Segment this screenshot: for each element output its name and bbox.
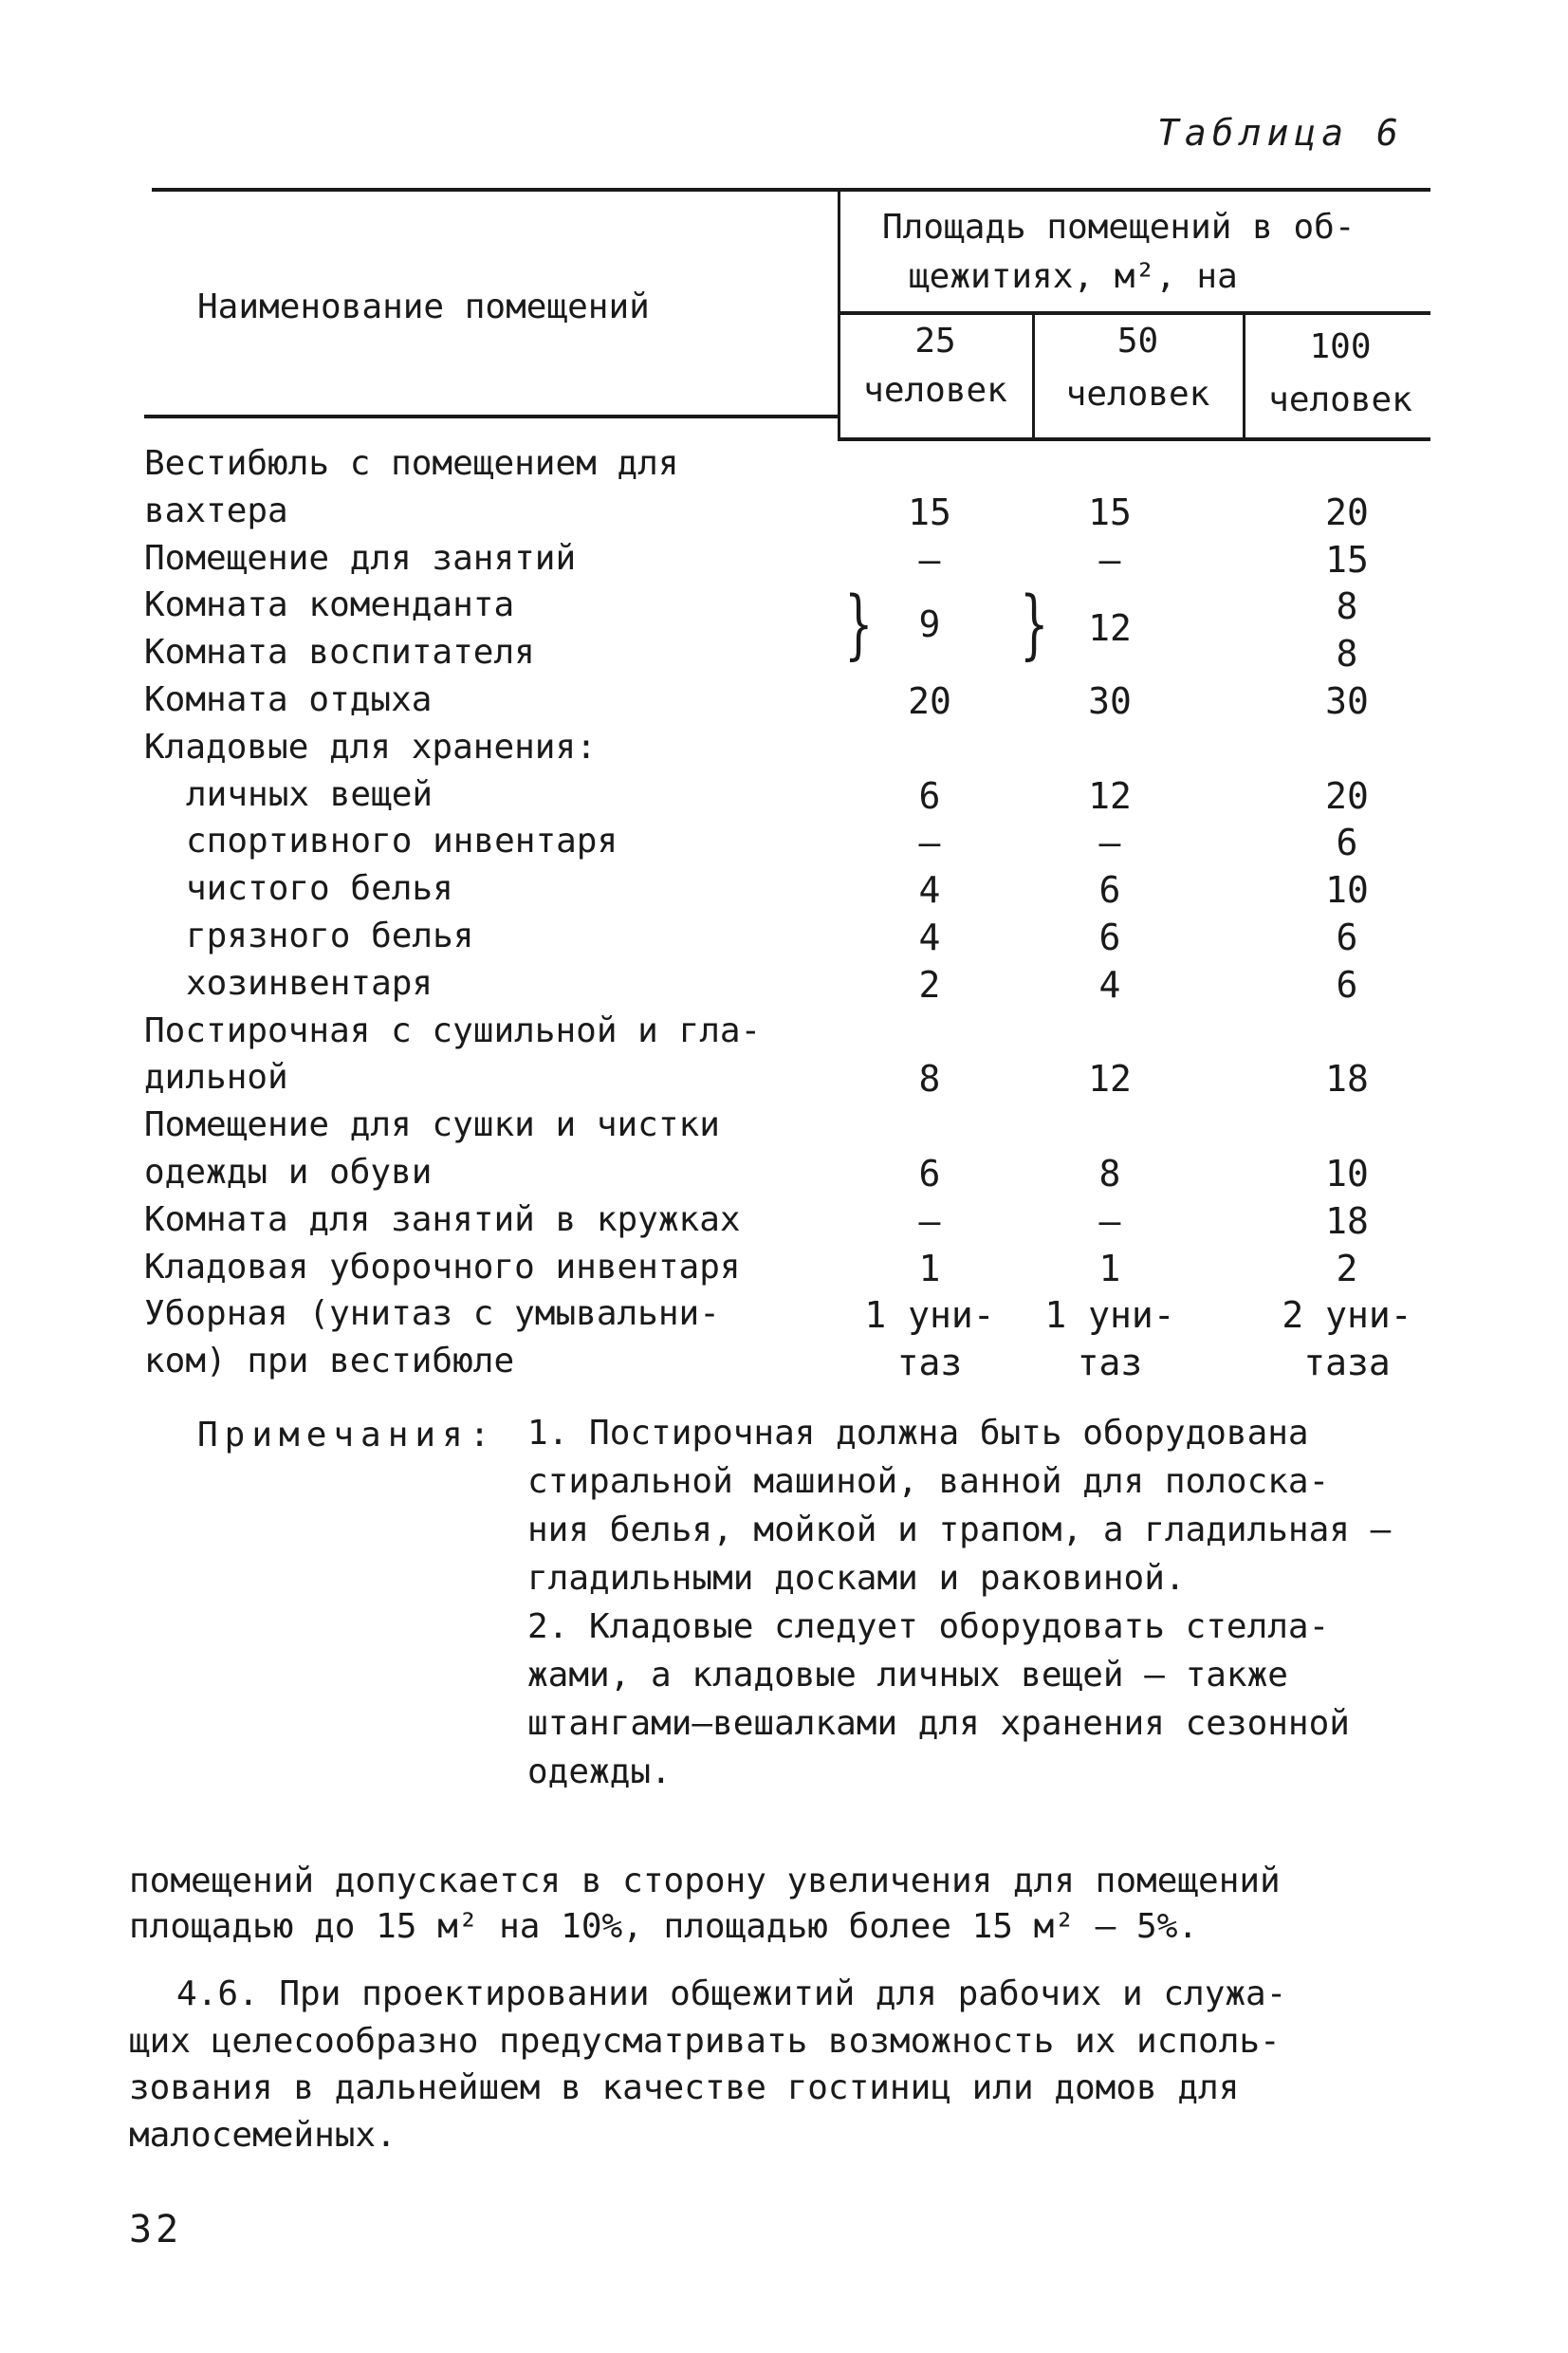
table-row-name: Комната для занятий в кружках (144, 1200, 741, 1239)
body-paragraph-line: малосемейных. (129, 2116, 397, 2155)
body-paragraph-line: 4.6. При проектировании общежитий для рабочих и служа- (176, 1974, 1287, 2013)
table-row-name: грязного белья (186, 917, 474, 955)
table-cell-25: 1 уни- (864, 1294, 995, 1336)
table-cell-25: – (918, 539, 941, 581)
table-row-name: личных вещей (186, 775, 434, 814)
table-cell-25: – (918, 822, 941, 863)
table-cell-100: 6 (1336, 964, 1358, 1006)
table-cell-100: 6 (1336, 917, 1358, 958)
table-row-name: Постирочная с сушильной и гла- (144, 1011, 762, 1050)
table-cell-100: 30 (1325, 680, 1369, 722)
table-row-name: Комната отдыха (144, 680, 433, 719)
table-cell-50: 30 (1088, 680, 1132, 722)
header-col-100-unit: человек (1268, 380, 1412, 419)
body-paragraph-line: зования в дальнейшем в качестве гостиниц или домов для (129, 2068, 1240, 2107)
note-line: стиральной машиной, ванной для полоска- (527, 1462, 1330, 1501)
table-row-name: Комната воспитателя (144, 633, 535, 672)
table-cell-25: 6 (918, 775, 941, 817)
table-cell-25: 4 (918, 917, 941, 958)
table-cell-50: 4 (1098, 964, 1121, 1006)
page-number: 32 (129, 2208, 183, 2251)
table-caption: Таблица 6 (1157, 112, 1404, 154)
table-row-name: Помещение для занятий (144, 539, 577, 578)
body-paragraph-line: площадью до 15 м² на 10%, площадью более 15 м² – 5%. (129, 1907, 1199, 1946)
notes-label: Примечания: (197, 1416, 497, 1454)
note-line: жами, а кладовые личных вещей – также (527, 1656, 1288, 1695)
header-col-25-unit: человек (863, 371, 1007, 410)
note-line: 2. Кладовые следует оборудовать стелла- (527, 1607, 1330, 1646)
table-cell-50: – (1098, 1200, 1121, 1242)
table-cell-100: 18 (1325, 1058, 1369, 1100)
table-cell-100: 10 (1325, 869, 1369, 911)
table-top-rule (152, 188, 1430, 192)
header-bottom-rule (144, 415, 840, 418)
table-cell-50: 12 (1088, 1058, 1132, 1100)
table-cell-25: 15 (908, 491, 951, 533)
table-cell-50: – (1098, 539, 1121, 581)
table-row-name: Вестибюль с помещением для (144, 444, 679, 483)
table-cell-100: 8 (1336, 585, 1358, 627)
table-row-name: Уборная (унитаз с умывальни- (144, 1294, 720, 1333)
note-line: одежды. (527, 1752, 672, 1791)
header-area-line1: Площадь помещений в об- (882, 208, 1356, 247)
table-cell-25: 4 (918, 869, 941, 911)
table-cell-100: 2 (1336, 1248, 1358, 1289)
note-line: штангами–вешалками для хранения сезонной (527, 1704, 1350, 1743)
table-cell-25: 1 (918, 1248, 941, 1289)
table-row-name: Помещение для сушки и чистки (144, 1105, 720, 1144)
table-cell-100: 20 (1325, 775, 1369, 817)
table-cell-50: 15 (1088, 491, 1132, 533)
table-cell-100: 2 уни- (1282, 1294, 1412, 1336)
table-cell-100: 8 (1336, 633, 1358, 675)
table-cell-50: 6 (1098, 869, 1121, 911)
note-line: 1. Постирочная должна быть оборудована (527, 1414, 1309, 1453)
table-cell-50: таз (1077, 1342, 1143, 1383)
table-cell-100: таза (1303, 1342, 1391, 1383)
header-area-line2: щежитиях, м², на (909, 257, 1238, 296)
table-cell-50: 6 (1098, 917, 1121, 958)
table-cell-50: – (1098, 822, 1121, 863)
merged-cell-50: 12 (1088, 607, 1132, 649)
brace-50: } (1020, 580, 1049, 668)
table-cell-25: 2 (918, 964, 941, 1006)
table-row-name: Кладовая уборочного инвентаря (144, 1248, 741, 1287)
table-cell-25: 20 (908, 680, 951, 722)
table-row-name: ком) при вестибюле (144, 1342, 515, 1380)
header-col-25-num: 25 (914, 322, 956, 361)
table-cell-25: таз (896, 1342, 963, 1383)
table-row-name: одежды и обуви (144, 1153, 433, 1192)
table-cell-50: 1 (1098, 1248, 1121, 1289)
table-cell-50: 12 (1088, 775, 1132, 817)
table-cell-100: 15 (1325, 539, 1369, 581)
table-cell-50: 8 (1098, 1153, 1121, 1195)
body-paragraph-line: помещений допускается в сторону увеличения для помещений (129, 1862, 1281, 1900)
table-row-name: спортивного инвентаря (186, 822, 618, 861)
header-col-50-num: 50 (1116, 322, 1159, 361)
table-cell-100: 6 (1336, 822, 1358, 863)
area-subheader-rule (838, 311, 1430, 315)
note-line: гладильными досками и раковиной. (527, 1559, 1186, 1598)
table-cell-50: 1 уни- (1044, 1294, 1175, 1336)
header-col-50-unit: человек (1065, 375, 1210, 414)
table-cell-100: 20 (1325, 491, 1369, 533)
header-name-column: Наименование помещений (197, 287, 650, 326)
table-cell-25: 6 (918, 1153, 941, 1195)
table-cell-25: – (918, 1200, 941, 1242)
table-row-name: чистого белья (186, 869, 453, 908)
merged-cell-25: 9 (918, 603, 941, 645)
body-paragraph-line: щих целесообразно предусматривать возможность их исполь- (129, 2022, 1281, 2061)
table-cell-25: 8 (918, 1058, 941, 1100)
table-cell-100: 18 (1325, 1200, 1369, 1242)
brace-25: } (844, 580, 874, 668)
header-bottom-rule-right (838, 437, 1430, 441)
note-line: ния белья, мойкой и трапом, а гладильная – (527, 1510, 1392, 1549)
table-row-name: хозинвентаря (186, 964, 434, 1003)
table-row-name: Кладовые для хранения: (144, 728, 597, 767)
table-cell-100: 10 (1325, 1153, 1369, 1195)
table-row-name: Комната коменданта (144, 585, 515, 624)
table-row-name: вахтера (144, 491, 288, 530)
table-row-name: дильной (144, 1058, 288, 1097)
header-col-100-num: 100 (1309, 327, 1372, 366)
